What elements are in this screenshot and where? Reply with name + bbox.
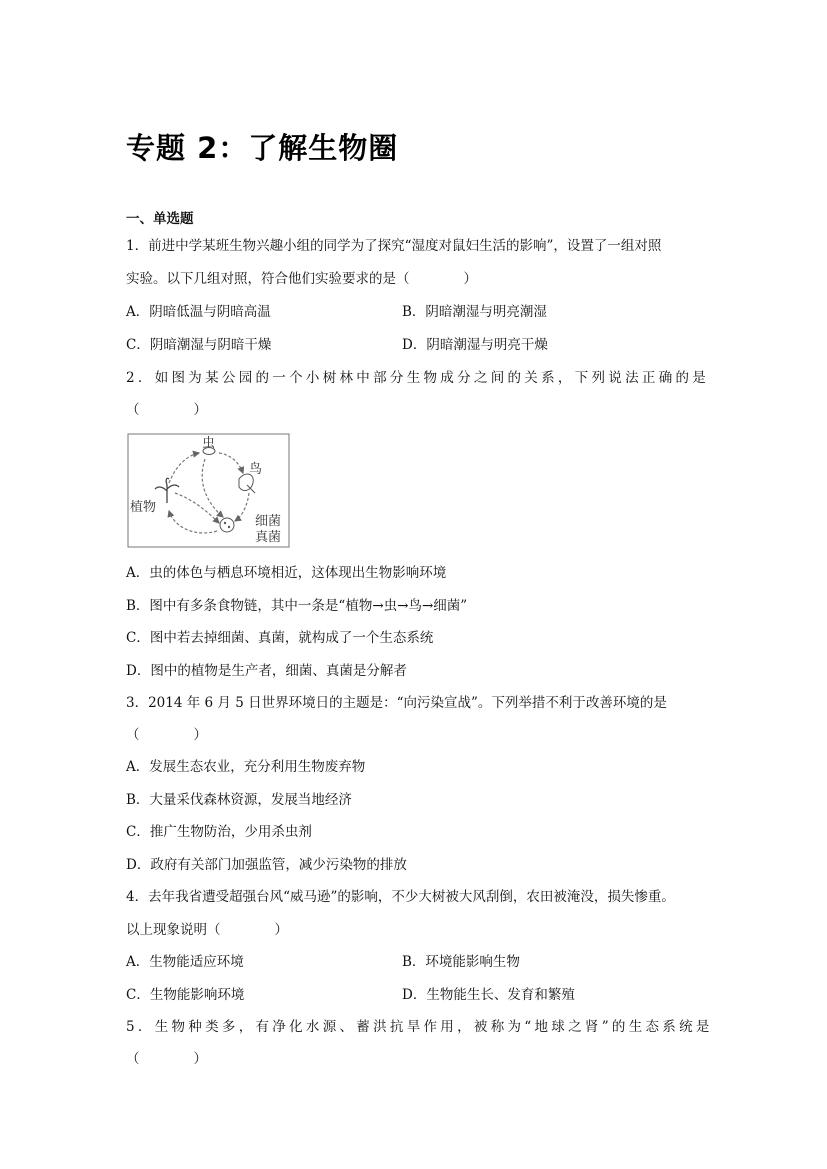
q2-option-b: B．图中有多条食物链，其中一条是“植物→虫→鸟→细菌” [126, 598, 468, 614]
q1-stem-line2: 实验。以下几组对照，符合他们实验要求的是（ ） [126, 271, 477, 287]
q4-option-row-2 [126, 986, 575, 1004]
q5-stem-line2: （ ） [126, 1051, 207, 1067]
q2-stem-line2: （ ） [126, 402, 207, 418]
q4-stem-line1: 4．去年我省遭受超强台风“威马逊”的影响，不少大树被大风刮倒，农田被淹没，损失惨重。 [126, 889, 675, 905]
q4-option-a: A．生物能适应环境 [126, 954, 244, 970]
page-title: 专题 2：了解生物圈 [126, 131, 399, 165]
q2-option-c: C．图中若去掉细菌、真菌，就构成了一个生态系统 [126, 630, 434, 646]
q3-option-c: C．推广生物防治，少用杀虫剂 [126, 824, 312, 840]
q1-option-b: B．阴暗潮湿与明亮潮湿 [402, 304, 547, 320]
q2-option-d: D．图中的植物是生产者，细菌、真菌是分解者 [126, 663, 407, 679]
q5-stem-line1: 5．生物种类多，有净化水源、蓄洪抗旱作用，被称为“地球之肾”的生态系统是 [126, 1019, 713, 1035]
q2-option-a: A．虫的体色与栖息环境相近，这体现出生物影响环境 [126, 565, 447, 581]
q2-stem-line1: 2．如图为某公园的一个小树林中部分生物成分之间的关系，下列说法正确的是 [126, 370, 710, 386]
plant-label: 植物 [130, 500, 157, 515]
insect-label: 虫 [202, 436, 216, 451]
q4-option-b: B．环境能影响生物 [402, 954, 520, 970]
q1-option-row-2 [126, 336, 548, 354]
food-web-diagram [127, 433, 290, 548]
q3-stem-line1: 3．2014 年 6 月 5 日世界环境日的主题是：“向污染宣战”。下列举措不利于改善环境的是 [126, 695, 667, 711]
q3-option-d: D．政府有关部门加强监管，减少污染物的排放 [126, 857, 407, 873]
bacteria-label: 细菌 [255, 514, 282, 529]
q4-option-c: C．生物能影响环境 [126, 987, 245, 1003]
q4-option-row-1 [126, 953, 520, 971]
q1-option-d: D．阴暗潮湿与明亮干燥 [402, 337, 548, 353]
q1-stem-line1: 1．前进中学某班生物兴趣小组的同学为了探究“湿度对鼠妇生活的影响”，设置了一组对照 [126, 238, 662, 254]
q1-option-c: C．阴暗潮湿与阴暗干燥 [126, 337, 272, 353]
q4-option-d: D．生物能生长、发育和繁殖 [402, 987, 575, 1003]
q3-option-a: A．发展生态农业，充分利用生物废弃物 [126, 759, 366, 775]
q4-stem-line2: 以上现象说明（ ） [126, 922, 288, 938]
q3-option-b: B．大量采伐森林资源，发展当地经济 [126, 792, 352, 808]
q1-option-a: A．阴暗低温与阴暗高温 [126, 304, 271, 320]
q3-stem-line2: （ ） [126, 727, 207, 743]
q1-option-row-1 [126, 303, 547, 321]
fungi-label: 真菌 [255, 530, 282, 545]
section-heading: 一、单选题 [126, 211, 194, 227]
bird-label: 鸟 [249, 462, 263, 477]
